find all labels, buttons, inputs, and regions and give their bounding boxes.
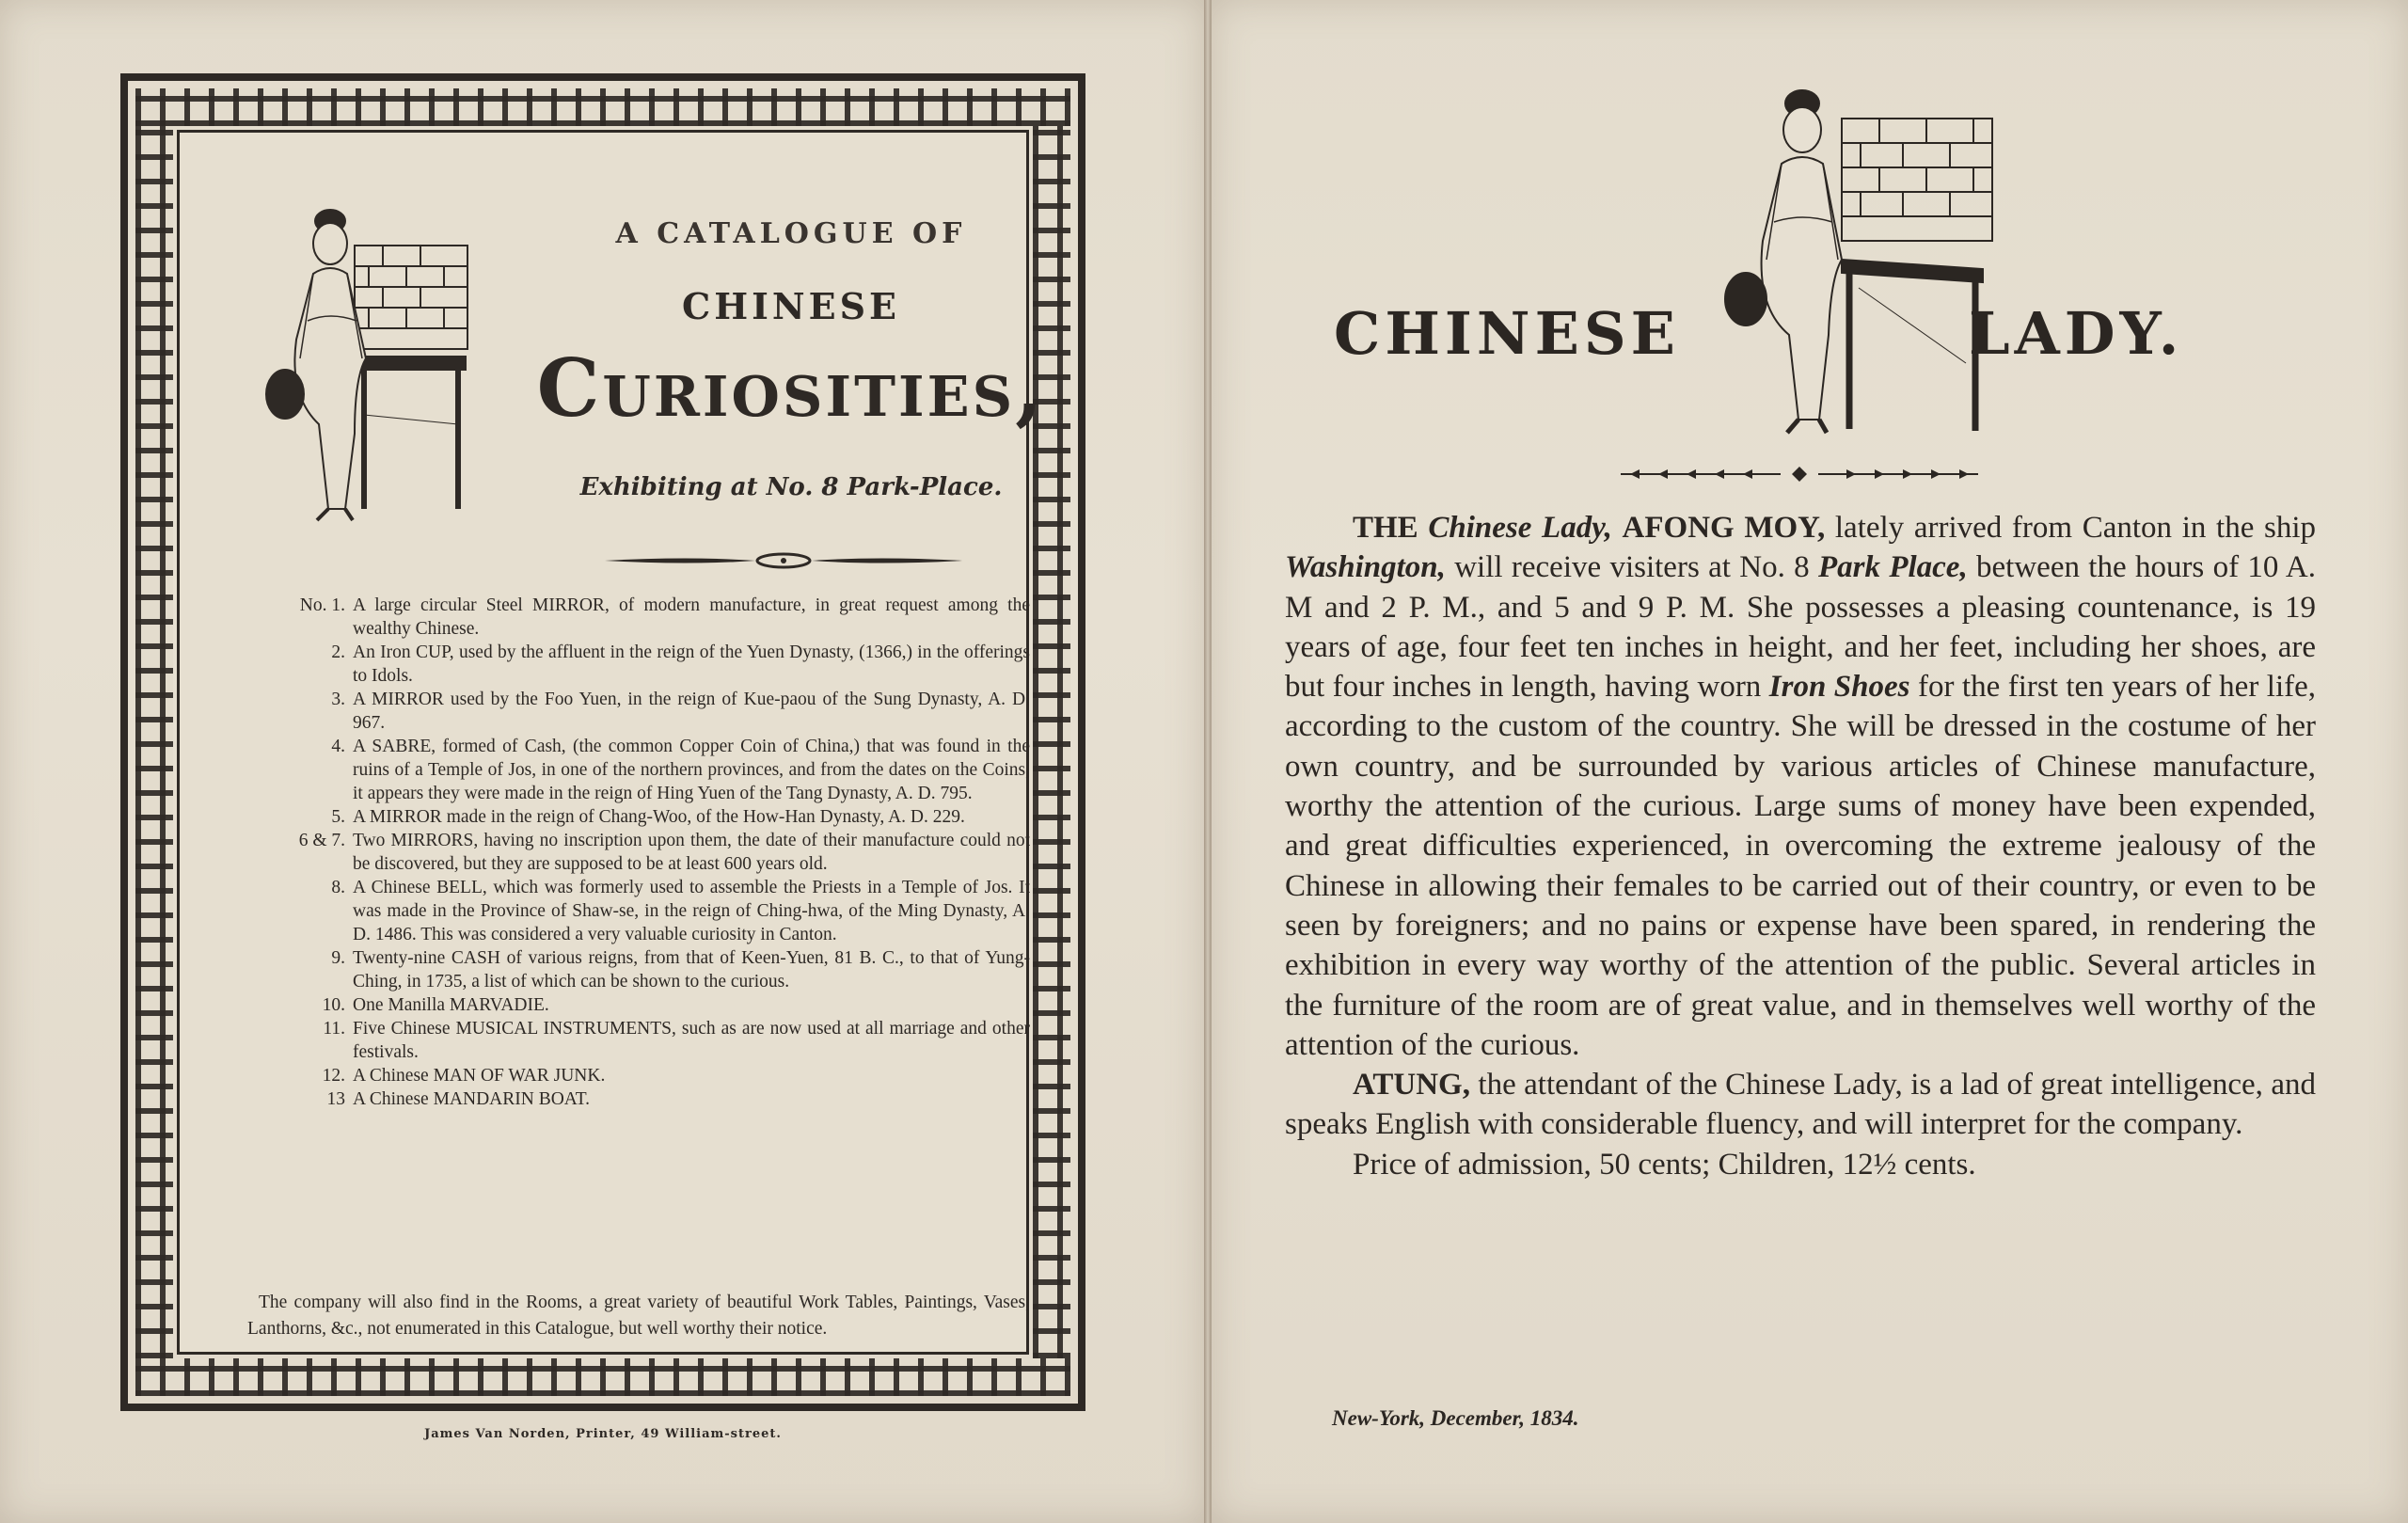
item-number: 5. [331,807,345,827]
item-number: 6 & 7. [298,831,345,850]
admission-price: Price of admission, 50 cents; Children, 12½ cents. [1353,1147,1976,1182]
catalogue-item [247,876,1030,946]
item-text: One Manilla MARVADIE. [353,995,549,1015]
item-number: 12. [322,1066,345,1086]
item-text: A Chinese BELL, which was formerly used to assemble the Priests in a Temple of Jos. It was made in the Province of Shaw-se, in the reign of Ching-hwa, of the Ming Dynasty, A. D. 1486. This was considered a very valuable curiosity in Canton. [353,878,1030,944]
ornament-rule [605,547,962,575]
text-span: between the hours of 10 A. M and 2 P. M., and 5 and 9 P. M. She possesses a pleasing countenance, is 19 years of age, four feet ten inches in height, and her feet, including her shoes, are but four inches in length, having worn [1285,550,2317,705]
text-span: Chinese Lady, [1428,511,1612,545]
item-text: A Chinese MANDARIN BOAT. [353,1089,591,1109]
item-number: No. 1. [299,595,345,615]
item-text: Twenty-nine CASH of various reigns, from that of Keen-Yuen, 81 B. C., to that of Yung-Ching, in 1735, a list of which can be shown to the curious. [353,948,1030,992]
text-span: will receive visiters at No. 8 [1454,550,1810,585]
catalogue-item [247,805,1030,829]
chinese-lady-illustration [1701,81,2002,448]
catalogue-item [247,1064,1030,1087]
fret-border-bottom [135,1358,1070,1396]
heading-chinese: CHINESE [1334,299,1680,368]
catalogue-item [247,829,1030,876]
dateline: New-York, December, 1834. [1332,1406,1579,1430]
printer-imprint: James Van Norden, Printer, 49 William-street. [424,1427,782,1441]
advertisement-body [1285,508,2316,1184]
catalogue-note: The company will also find in the Rooms, a great variety of beautiful Work Tables, Paintings, Vases, Lanthorns, &c., not enumerated in this Catalogue, but well worthy their notice. [247,1293,1030,1339]
catalogue-item [247,1087,1030,1111]
ornament-rule [1621,463,1978,485]
catalogue-item [247,641,1030,688]
text-span: Iron Shoes [1768,670,1910,705]
chinese-lady-illustration [251,189,477,539]
catalogue-subtitle: CHINESE [681,285,901,327]
item-number: 9. [331,948,345,968]
right-page [1212,0,2408,1523]
catalogue-title: A CATALOGUE OF [615,217,967,250]
text-span: the attendant of the Chinese Lady, is a lad of great intelligence, and speaks English with considerable fluency, and will interpret for the company. [1285,1068,2316,1142]
item-number: 10. [322,995,345,1015]
text-span: THE [1353,511,1418,545]
text-span: lately arrived from Canton in the ship [1834,511,2317,545]
text-span: Park Place, [1818,550,1968,585]
heading-lady: LADY. [1969,299,2184,368]
catalogue-headline: Curiosities, [536,341,1046,435]
paragraph-attendant [1285,1065,2316,1145]
catalogue-exhibiting-line: Exhibiting at No. 8 Park-Place. [579,473,1003,501]
fret-border-top [135,88,1070,126]
item-number: 11. [323,1019,345,1039]
item-text: Five Chinese MUSICAL INSTRUMENTS, such as are now used at all marriage and other festivals. [353,1019,1030,1062]
text-span: ATUNG, [1353,1068,1470,1103]
fret-border-frame [120,73,1085,1411]
item-text: An Iron CUP, used by the affluent in the reign of the Yuen Dynasty, (1366,) in the offerings to Idols. [353,643,1030,686]
item-text: A MIRROR made in the reign of Chang-Woo, of the How-Han Dynasty, A. D. 229. [353,807,965,827]
catalogue-item [247,993,1030,1017]
item-number: 4. [331,737,345,756]
item-text: A Chinese MAN OF WAR JUNK. [353,1066,606,1086]
catalogue-item-list [247,594,1030,1111]
item-text: Two MIRRORS, having no inscription upon them, the date of their manufacture could not be discovered, but they are supposed to be at least 600 years old. [353,831,1030,874]
text-span: AFONG MOY, [1622,511,1826,545]
item-number: 8. [331,878,345,897]
catalogue-item [247,594,1030,641]
fret-border-left [135,126,173,1358]
paragraph-main [1285,508,2316,1065]
text-span: Washington, [1285,550,1446,585]
item-text: A large circular Steel MIRROR, of modern manufacture, in great request among the wealthy Chinese. [353,595,1030,639]
page-fold [1204,0,1212,1523]
catalogue-item [247,1017,1030,1064]
item-text: A SABRE, formed of Cash, (the common Copper Coin of China,) that was found in the ruins of a Temple of Jos, in one of the northern provinces, and from the dates on the Coins, it appears they were made in the reign of Hing Yuen of the Tang Dynasty, A. D. 795. [353,737,1030,803]
item-number: 13 [326,1089,345,1109]
catalogue-item [247,688,1030,735]
text-span: for the first ten years of her life, according to the custom of the country. She will be dressed in the costume of her own country, and be surrounded by various articles of Chinese manufacture, worthy the attention of the curious. Large sums of money have been expended, and great difficulties experienced, in overcoming the extreme jealousy of the Chinese in allowing their females to be carried out of their country, or even to be seen by foreigners; and no pains or expense have been spared, in rendering the exhibition in every way worthy of the attention of the public. Several articles in the furniture of the room are of great value, and in themselves well worthy of the attention of the curious. [1285,670,2317,1062]
item-number: 2. [331,643,345,662]
catalogue-item [247,735,1030,805]
catalogue-panel [177,130,1046,1355]
item-text: A MIRROR used by the Foo Yuen, in the reign of Kue-paou of the Sung Dynasty, A. D. 967. [353,690,1030,733]
item-number: 3. [331,690,345,709]
catalogue-item [247,946,1030,993]
